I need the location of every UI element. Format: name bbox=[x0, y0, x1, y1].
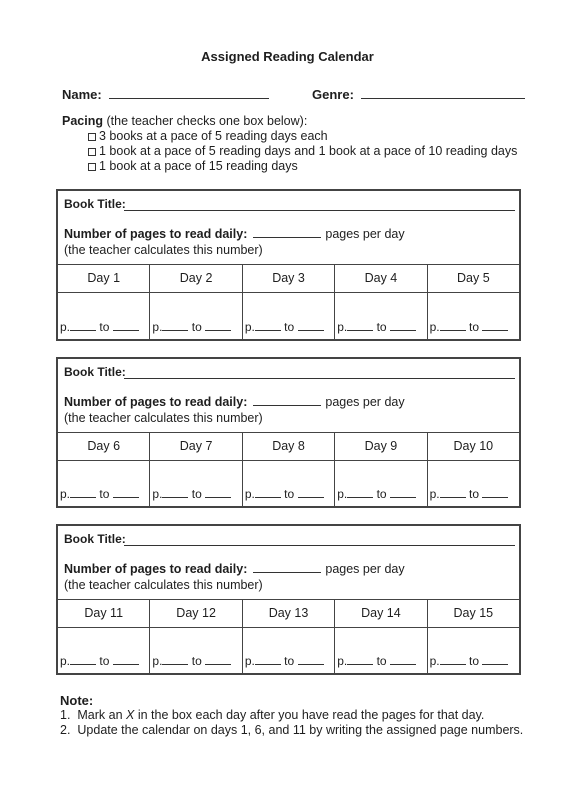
to-page-blank[interactable] bbox=[482, 320, 508, 331]
page-range-entry bbox=[152, 320, 231, 334]
day-cell[interactable] bbox=[335, 628, 426, 673]
day-header: Day 3 bbox=[243, 265, 334, 293]
p-label: p. bbox=[337, 320, 348, 334]
day-cell[interactable] bbox=[428, 461, 519, 506]
to-page-blank[interactable] bbox=[298, 487, 324, 498]
to-label: to bbox=[284, 487, 295, 501]
p-label: p. bbox=[60, 654, 71, 668]
note-text: Update the calendar on days 1, 6, and 11 by writing the assigned page numbers. bbox=[77, 723, 524, 737]
calc-note: (the teacher calculates this number) bbox=[64, 578, 263, 592]
day-column bbox=[427, 600, 519, 673]
day-cell[interactable] bbox=[150, 628, 241, 673]
day-header: Day 15 bbox=[428, 600, 519, 628]
pages-blank[interactable] bbox=[253, 562, 321, 573]
day-column bbox=[58, 433, 149, 506]
day-column bbox=[149, 433, 241, 506]
note-number: 1. bbox=[60, 708, 71, 722]
pages-label: Number of pages to read daily: bbox=[64, 562, 248, 576]
day-cell[interactable] bbox=[428, 628, 519, 673]
to-page-blank[interactable] bbox=[390, 487, 416, 498]
page-range-entry bbox=[152, 487, 231, 501]
note-x-mark: X bbox=[126, 708, 135, 722]
pages-suffix: pages per day bbox=[325, 227, 405, 241]
day-cell[interactable] bbox=[243, 461, 334, 506]
p-label: p. bbox=[244, 654, 255, 668]
pacing-label: Pacing bbox=[62, 114, 103, 128]
day-cell[interactable] bbox=[428, 293, 519, 339]
day-column bbox=[149, 600, 241, 673]
day-column bbox=[242, 600, 334, 673]
day-cell[interactable] bbox=[58, 628, 149, 673]
book-title-label: Book Title: bbox=[64, 365, 126, 379]
day-header: Day 7 bbox=[150, 433, 241, 461]
p-label: p. bbox=[152, 487, 163, 501]
to-label: to bbox=[468, 320, 479, 334]
to-label: to bbox=[376, 654, 387, 668]
from-page-blank[interactable] bbox=[255, 487, 281, 498]
pages-per-day-row bbox=[64, 227, 405, 241]
pages-per-day-row bbox=[64, 395, 405, 409]
page-range-entry bbox=[430, 320, 509, 334]
name-field[interactable] bbox=[62, 87, 269, 102]
day-column bbox=[427, 433, 519, 506]
checkbox-icon[interactable] bbox=[88, 163, 96, 171]
name-line[interactable] bbox=[109, 97, 269, 99]
to-page-blank[interactable] bbox=[205, 320, 231, 331]
genre-field[interactable] bbox=[312, 87, 525, 102]
day-header: Day 12 bbox=[150, 600, 241, 628]
note-number: 2. bbox=[60, 723, 71, 737]
page-range-entry bbox=[152, 654, 231, 668]
note-item-2 bbox=[60, 723, 523, 738]
reading-block-2 bbox=[56, 357, 521, 508]
p-label: p. bbox=[152, 320, 163, 334]
day-cell[interactable] bbox=[335, 293, 426, 339]
to-label: to bbox=[191, 320, 202, 334]
day-header: Day 8 bbox=[243, 433, 334, 461]
page-range-entry bbox=[60, 654, 139, 668]
to-page-blank[interactable] bbox=[482, 654, 508, 665]
pages-label: Number of pages to read daily: bbox=[64, 227, 248, 241]
pages-blank[interactable] bbox=[253, 227, 321, 238]
calc-note: (the teacher calculates this number) bbox=[64, 243, 263, 257]
pacing-option-2[interactable] bbox=[62, 144, 517, 159]
p-label: p. bbox=[337, 654, 348, 668]
p-label: p. bbox=[60, 320, 71, 334]
to-label: to bbox=[468, 654, 479, 668]
to-page-blank[interactable] bbox=[113, 320, 139, 331]
book-title-line[interactable] bbox=[124, 378, 515, 379]
day-header: Day 1 bbox=[58, 265, 149, 293]
to-page-blank[interactable] bbox=[298, 654, 324, 665]
note-text-before: Mark an bbox=[77, 708, 127, 722]
to-label: to bbox=[191, 487, 202, 501]
from-page-blank[interactable] bbox=[162, 487, 188, 498]
to-label: to bbox=[468, 487, 479, 501]
to-label: to bbox=[376, 487, 387, 501]
day-column bbox=[58, 265, 149, 339]
to-label: to bbox=[376, 320, 387, 334]
to-page-blank[interactable] bbox=[113, 654, 139, 665]
day-cell[interactable] bbox=[150, 461, 241, 506]
pages-suffix: pages per day bbox=[325, 562, 405, 576]
day-column bbox=[427, 265, 519, 339]
page-range-entry bbox=[430, 654, 509, 668]
p-label: p. bbox=[244, 320, 255, 334]
book-title-label: Book Title: bbox=[64, 532, 126, 546]
pacing-option-1[interactable] bbox=[62, 129, 517, 144]
from-page-blank[interactable] bbox=[440, 487, 466, 498]
page-title: Assigned Reading Calendar bbox=[201, 49, 374, 64]
page-range-entry bbox=[430, 487, 509, 501]
pages-suffix: pages per day bbox=[325, 395, 405, 409]
day-cell[interactable] bbox=[58, 461, 149, 506]
day-header: Day 2 bbox=[150, 265, 241, 293]
day-grid bbox=[58, 432, 519, 506]
name-label: Name: bbox=[62, 87, 102, 102]
to-label: to bbox=[284, 654, 295, 668]
day-header: Day 5 bbox=[428, 265, 519, 293]
to-page-blank[interactable] bbox=[390, 654, 416, 665]
p-label: p. bbox=[337, 487, 348, 501]
from-page-blank[interactable] bbox=[347, 654, 373, 665]
page-range-entry bbox=[245, 320, 324, 334]
to-label: to bbox=[99, 654, 110, 668]
book-title-line[interactable] bbox=[124, 210, 515, 211]
to-page-blank[interactable] bbox=[390, 320, 416, 331]
page-range-entry bbox=[60, 487, 139, 501]
to-page-blank[interactable] bbox=[298, 320, 324, 331]
to-page-blank[interactable] bbox=[482, 487, 508, 498]
to-label: to bbox=[99, 320, 110, 334]
day-header: Day 10 bbox=[428, 433, 519, 461]
p-label: p. bbox=[60, 487, 71, 501]
to-label: to bbox=[191, 654, 202, 668]
page-range-entry bbox=[245, 654, 324, 668]
from-page-blank[interactable] bbox=[347, 487, 373, 498]
day-header: Day 13 bbox=[243, 600, 334, 628]
from-page-blank[interactable] bbox=[440, 654, 466, 665]
day-cell[interactable] bbox=[150, 293, 241, 339]
to-page-blank[interactable] bbox=[205, 654, 231, 665]
checkbox-icon[interactable] bbox=[88, 133, 96, 141]
pacing-option-text: 1 book at a pace of 5 reading days and 1 book at a pace of 10 reading days bbox=[99, 144, 518, 158]
reading-block-1 bbox=[56, 189, 521, 341]
day-column bbox=[149, 265, 241, 339]
p-label: p. bbox=[429, 320, 440, 334]
pacing-option-3[interactable] bbox=[62, 159, 517, 174]
p-label: p. bbox=[152, 654, 163, 668]
from-page-blank[interactable] bbox=[440, 320, 466, 331]
pages-per-day-row bbox=[64, 562, 405, 576]
book-title-label: Book Title: bbox=[64, 197, 126, 211]
genre-label: Genre: bbox=[312, 87, 354, 102]
pages-label: Number of pages to read daily: bbox=[64, 395, 248, 409]
note-item-1 bbox=[60, 708, 523, 723]
reading-block-3 bbox=[56, 524, 521, 675]
from-page-blank[interactable] bbox=[70, 654, 96, 665]
checkbox-icon[interactable] bbox=[88, 148, 96, 156]
day-header: Day 14 bbox=[335, 600, 426, 628]
from-page-blank[interactable] bbox=[70, 487, 96, 498]
calc-note: (the teacher calculates this number) bbox=[64, 411, 263, 425]
page-range-entry bbox=[337, 654, 416, 668]
day-grid bbox=[58, 264, 519, 339]
pacing-option-text: 3 books at a pace of 5 reading days each bbox=[99, 129, 328, 143]
pages-blank[interactable] bbox=[253, 395, 321, 406]
to-page-blank[interactable] bbox=[205, 487, 231, 498]
day-header: Day 9 bbox=[335, 433, 426, 461]
pacing-option-text: 1 book at a pace of 15 reading days bbox=[99, 159, 298, 173]
day-grid bbox=[58, 599, 519, 673]
day-cell[interactable] bbox=[243, 293, 334, 339]
day-header: Day 11 bbox=[58, 600, 149, 628]
day-column bbox=[242, 433, 334, 506]
page-range-entry bbox=[337, 320, 416, 334]
day-header: Day 4 bbox=[335, 265, 426, 293]
from-page-blank[interactable] bbox=[347, 320, 373, 331]
from-page-blank[interactable] bbox=[162, 320, 188, 331]
from-page-blank[interactable] bbox=[255, 320, 281, 331]
pacing-section bbox=[62, 114, 517, 174]
day-column bbox=[58, 600, 149, 673]
note-heading: Note: bbox=[60, 693, 94, 708]
genre-line[interactable] bbox=[361, 97, 525, 99]
pacing-instruction: (the teacher checks one box below): bbox=[106, 114, 308, 128]
day-column bbox=[334, 600, 426, 673]
book-title-line[interactable] bbox=[124, 545, 515, 546]
from-page-blank[interactable] bbox=[70, 320, 96, 331]
pacing-heading bbox=[62, 114, 517, 129]
from-page-blank[interactable] bbox=[162, 654, 188, 665]
day-cell[interactable] bbox=[335, 461, 426, 506]
p-label: p. bbox=[244, 487, 255, 501]
day-cell[interactable] bbox=[58, 293, 149, 339]
note-section bbox=[60, 693, 523, 738]
to-page-blank[interactable] bbox=[113, 487, 139, 498]
page-range-entry bbox=[245, 487, 324, 501]
note-text-after: in the box each day after you have read the pages for that day. bbox=[134, 708, 485, 722]
p-label: p. bbox=[429, 654, 440, 668]
to-label: to bbox=[99, 487, 110, 501]
to-label: to bbox=[284, 320, 295, 334]
day-cell[interactable] bbox=[243, 628, 334, 673]
page-range-entry bbox=[60, 320, 139, 334]
day-column bbox=[242, 265, 334, 339]
page-range-entry bbox=[337, 487, 416, 501]
day-column bbox=[334, 433, 426, 506]
day-header: Day 6 bbox=[58, 433, 149, 461]
p-label: p. bbox=[429, 487, 440, 501]
day-column bbox=[334, 265, 426, 339]
from-page-blank[interactable] bbox=[255, 654, 281, 665]
